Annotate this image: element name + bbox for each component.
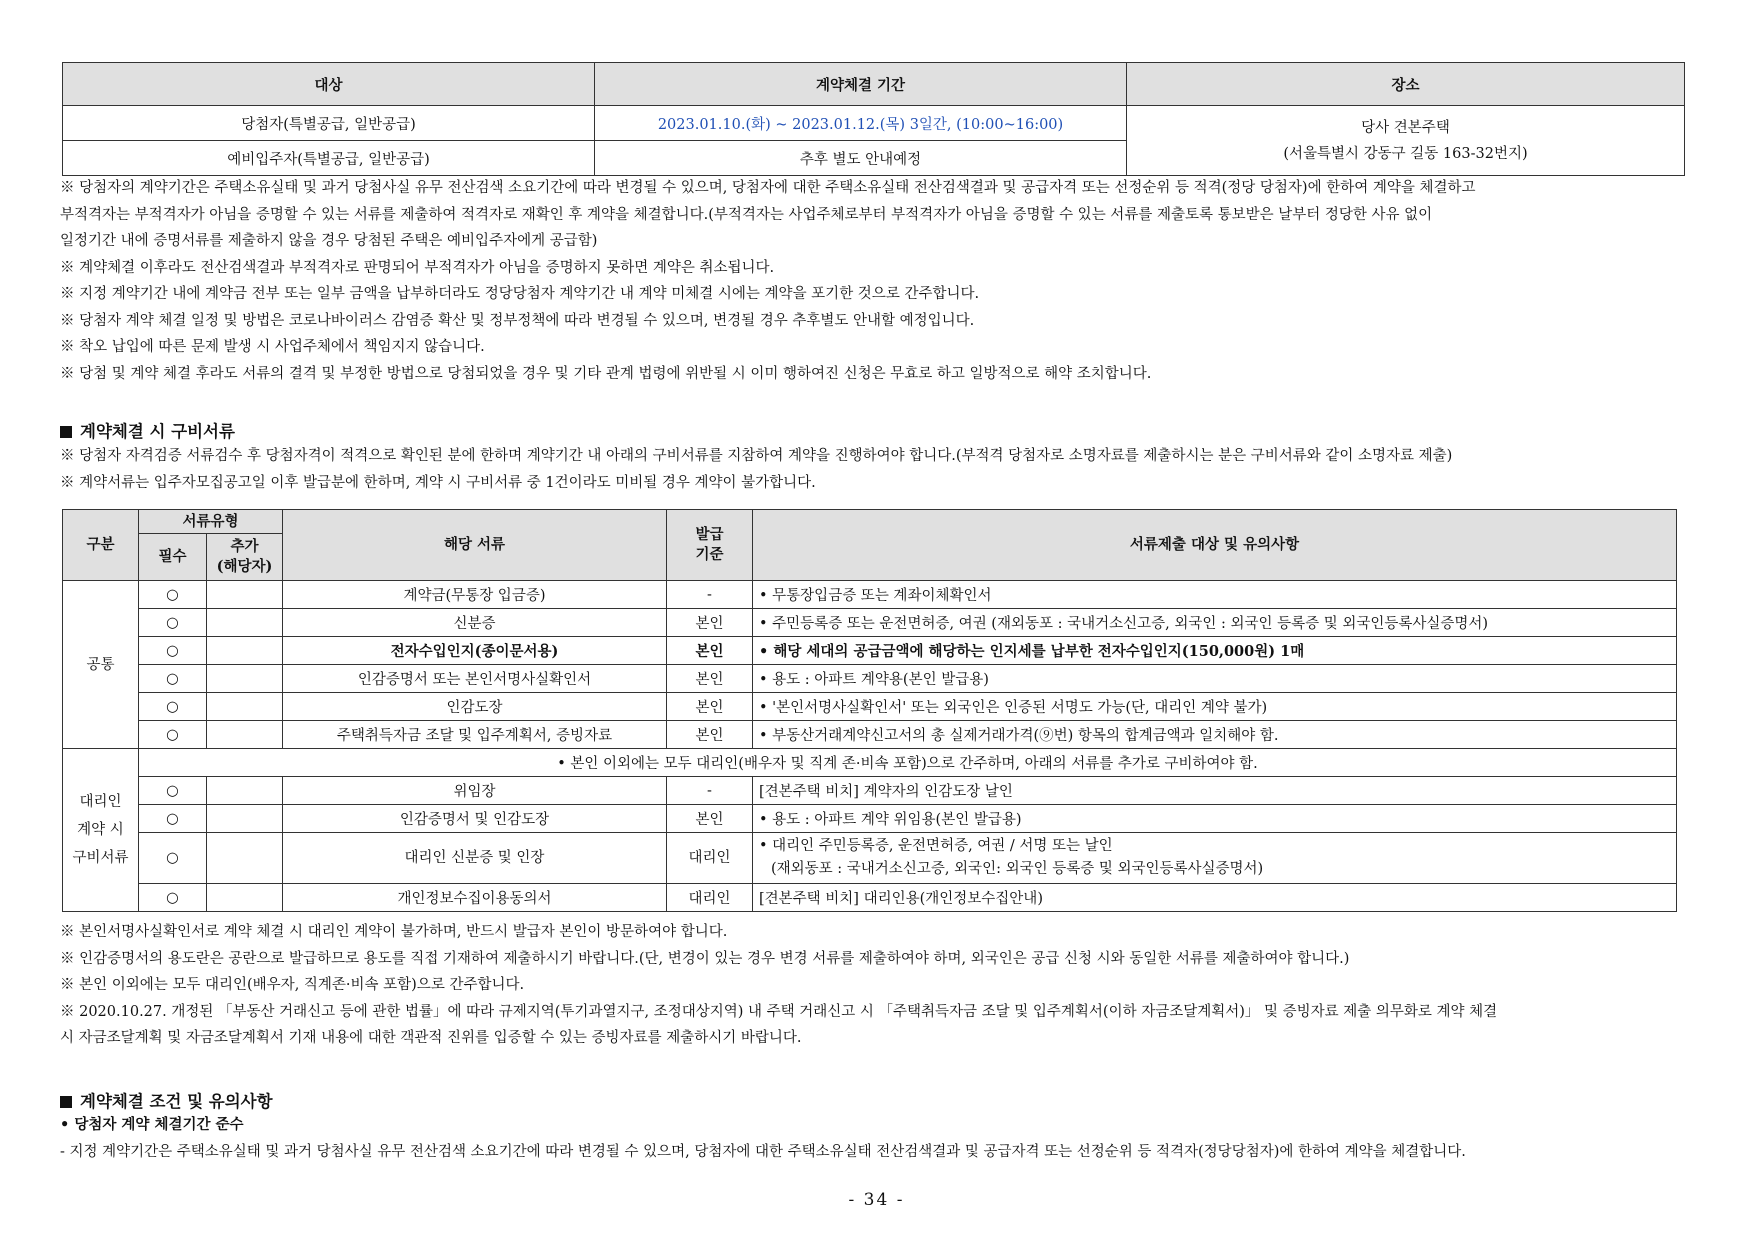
required-mark: ○ — [139, 777, 207, 805]
required-mark: ○ — [139, 665, 207, 693]
table-row — [63, 665, 1677, 693]
header-doc-type: 서류유형 — [139, 510, 283, 534]
required-mark: ○ — [139, 693, 207, 721]
required-mark: ○ — [139, 637, 207, 665]
note-line: ※ 2020.10.27. 개정된 「부동산 거래신고 등에 관한 법률」에 따라 규제지역(투기과열지구, 조정대상지역) 내 주택 거래신고 시 「주택취득자금 조달 및 입주계획서(이하 자금조달계획서)」 및 증빙자료 제출 의무화로 계약 체결 — [60, 1003, 1498, 1020]
table-row — [63, 833, 1677, 884]
document-note: • 해당 세대의 공급금액에 해당하는 인지세를 납부한 전자수입인지(150,000원) 1매 — [753, 637, 1677, 665]
document-note: • 용도 : 아파트 계약 위임용(본인 발급용) — [753, 805, 1677, 833]
row-target: 당첨자(특별공급, 일반공급) — [63, 106, 595, 141]
document-note: • 무통장입금증 또는 계좌이체확인서 — [753, 581, 1677, 609]
required-documents-table — [62, 509, 1677, 912]
note-line: ※ 지정 계약기간 내에 계약금 전부 또는 일부 금액을 납부하더라도 정당당첨자 계약기간 내 계약 미체결 시에는 계약을 포기한 것으로 간주합니다. — [60, 286, 980, 302]
section1-notes — [60, 443, 1700, 496]
table-row — [63, 609, 1677, 637]
note-line: 부적격자는 부적격자가 아님을 증명할 수 있는 서류를 제출하여 적격자로 재확인 후 계약을 체결합니다.(부적격자는 사업주체로부터 부적격자가 아님을 증명할 수 있는 서류를 제출토록 통보받은 날부터 정당한 사유 없이 — [60, 206, 1433, 223]
note-line: ※ 당첨자 자격검증 서류검수 후 당첨자격이 적격으로 확인된 분에 한하며 계약기간 내 아래의 구비서류를 지참하여 계약을 진행하여야 합니다.(부적격 당첨자로 소명자료를 제출하시는 분은 구비서류와 같이 소명자료 제출) — [60, 448, 1453, 464]
required-mark: ○ — [139, 609, 207, 637]
note-line: ※ 당첨 및 계약 체결 후라도 서류의 결격 및 부정한 방법으로 당첨되었을 경우 및 기타 관계 법령에 위반될 시 이미 행하여진 신청은 무효로 하고 일방적으로 해약 조치합니다. — [60, 365, 1152, 382]
additional-mark — [207, 833, 283, 884]
category-proxy-line3: 구비서류 — [72, 850, 129, 866]
section2-body — [60, 1112, 1700, 1165]
header-category: 구분 — [63, 510, 139, 581]
note-line: ※ 계약체결 이후라도 전산검색결과 부적격자로 판명되어 부적격자가 아님을 증명하지 못하면 계약은 취소됩니다. — [60, 259, 775, 276]
header-additional-line1: 추가 — [230, 538, 259, 555]
note-line: - 지정 계약기간은 주택소유실태 및 과거 당첨사실 유무 전산검색 소요기간에 따라 변경될 수 있으며, 당첨자에 대한 주택소유실태 전산검색결과 및 공급자격 또는 선정순위 등 적격자(정당당첨자)에 한하여 계약을 체결합니다. — [60, 1143, 1466, 1160]
document-name: 인감도장 — [283, 693, 667, 721]
section-title: 계약체결 시 구비서류 — [80, 422, 235, 441]
header-issue-basis-line2: 기준 — [695, 546, 724, 563]
note-line: ※ 계약서류는 입주자모집공고일 이후 발급분에 한하며, 계약 시 구비서류 중 1건이라도 미비될 경우 계약이 불가합니다. — [60, 474, 816, 491]
page-number: - 34 - — [848, 1190, 905, 1210]
additional-mark — [207, 805, 283, 833]
note-line: ※ 본인 이외에는 모두 대리인(배우자, 직계존·비속 포함)으로 간주합니다. — [60, 977, 525, 993]
square-bullet-icon — [60, 1096, 72, 1108]
required-mark: ○ — [139, 581, 207, 609]
section2-subheading: • 당첨자 계약 체결기간 준수 — [60, 1116, 244, 1133]
header-target: 대상 — [63, 63, 595, 106]
proxy-banner: • 본인 이외에는 모두 대리인(배우자 및 직계 존·비속 포함)으로 간주하며, 아래의 서류를 추가로 구비하여야 함. — [139, 749, 1677, 777]
header-notes: 서류제출 대상 및 유의사항 — [753, 510, 1677, 581]
table-row — [63, 721, 1677, 749]
document-name: 신분증 — [283, 609, 667, 637]
table-header-row — [63, 510, 1677, 534]
issue-basis: 대리인 — [667, 833, 753, 884]
document-note: [견본주택 비치] 대리인용(개인정보수집안내) — [753, 884, 1677, 912]
document-name: 위임장 — [283, 777, 667, 805]
table-row — [63, 106, 1685, 141]
section-heading — [60, 1088, 273, 1112]
additional-mark — [207, 777, 283, 805]
category-proxy-line2: 계약 시 — [77, 822, 124, 838]
document-note: • 부동산거래계약신고서의 총 실제거래가격(⑨번) 항목의 합계금액과 일치해야 함. — [753, 721, 1677, 749]
header-period: 계약체결 기간 — [595, 63, 1127, 106]
document-note-line2: (재외동포 : 국내거소신고증, 외국인: 외국인 등록증 및 외국인등록사실증명서) — [771, 861, 1264, 877]
document-name: 대리인 신분증 및 인장 — [283, 833, 667, 884]
note-line: 일정기간 내에 증명서류를 제출하지 않을 경우 당첨된 주택은 예비입주자에게 공급함) — [60, 233, 598, 249]
table-row — [63, 637, 1677, 665]
header-additional — [207, 534, 283, 581]
document-note-line1: • 대리인 주민등록증, 운전면허증, 여권 / 서명 또는 날인 — [759, 838, 1113, 854]
contract-schedule-table — [62, 62, 1685, 176]
issue-basis: 본인 — [667, 637, 753, 665]
document-name: 개인정보수집이용동의서 — [283, 884, 667, 912]
square-bullet-icon — [60, 426, 72, 438]
note-line: ※ 인감증명서의 용도란은 공란으로 발급하므로 용도를 직접 기재하여 제출하시기 바랍니다.(단, 변경이 있는 경우 변경 서류를 제출하여야 하며, 외국인은 공급 신청 시와 동일한 서류를 제출하여야 합니다.) — [60, 950, 1350, 967]
place-cell — [1127, 106, 1685, 176]
header-place: 장소 — [1127, 63, 1685, 106]
document-note: • '본인서명사실확인서' 또는 외국인은 인증된 서명도 가능(단, 대리인 계약 불가) — [753, 693, 1677, 721]
table-row — [63, 693, 1677, 721]
row-target: 예비입주자(특별공급, 일반공급) — [63, 141, 595, 176]
place-name: 당사 견본주택 — [1361, 119, 1450, 136]
note-line: ※ 당첨자의 계약기간은 주택소유실태 및 과거 당첨사실 유무 전산검색 소요기간에 따라 변경될 수 있으며, 당첨자에 대한 주택소유실태 전산검색결과 및 공급자격 또는 선정순위 등 적격(정당 당첨자)에 한하여 계약을 체결하고 — [60, 180, 1476, 196]
header-issue-basis-line1: 발급 — [695, 526, 724, 543]
document-name: 인감증명서 및 인감도장 — [283, 805, 667, 833]
table-header-row — [63, 63, 1685, 106]
header-issue-basis — [667, 510, 753, 581]
note-line: ※ 착오 납입에 따른 문제 발생 시 사업주체에서 책임지지 않습니다. — [60, 339, 485, 355]
note-line: 시 자금조달계획 및 자금조달계획서 기재 내용에 대한 객관적 진위를 입증할 수 있는 증빙자료를 제출하시기 바랍니다. — [60, 1030, 802, 1046]
additional-mark — [207, 581, 283, 609]
document-note: • 용도 : 아파트 계약용(본인 발급용) — [753, 665, 1677, 693]
section-title: 계약체결 조건 및 유의사항 — [80, 1092, 273, 1111]
required-mark: ○ — [139, 884, 207, 912]
additional-mark — [207, 637, 283, 665]
place-address: (서울특별시 강동구 길동 163-32번지) — [1283, 145, 1528, 162]
issue-basis: 본인 — [667, 721, 753, 749]
table-row — [63, 884, 1677, 912]
section-heading — [60, 418, 235, 442]
document-name: 인감증명서 또는 본인서명사실확인서 — [283, 665, 667, 693]
table-row — [63, 777, 1677, 805]
issue-basis: 대리인 — [667, 884, 753, 912]
table-row — [63, 749, 1677, 777]
table-row — [63, 805, 1677, 833]
additional-mark — [207, 693, 283, 721]
issue-basis: 본인 — [667, 665, 753, 693]
additional-mark — [207, 665, 283, 693]
table-row — [63, 581, 1677, 609]
row-period: 추후 별도 안내예정 — [595, 141, 1127, 176]
additional-mark — [207, 721, 283, 749]
document-name: 주택취득자금 조달 및 입주계획서, 증빙자료 — [283, 721, 667, 749]
document-note — [753, 833, 1677, 884]
additional-mark — [207, 884, 283, 912]
note-line: ※ 당첨자 계약 체결 일정 및 방법은 코로나바이러스 감염증 확산 및 정부정책에 따라 변경될 수 있으며, 변경될 경우 추후별도 안내할 예정입니다. — [60, 312, 975, 329]
header-additional-line2: (해당자) — [216, 558, 273, 575]
document-note: [견본주택 비치] 계약자의 인감도장 날인 — [753, 777, 1677, 805]
document-name: 계약금(무통장 입금증) — [283, 581, 667, 609]
header-document: 해당 서류 — [283, 510, 667, 581]
issue-basis: - — [667, 581, 753, 609]
required-mark: ○ — [139, 721, 207, 749]
category-common: 공통 — [63, 581, 139, 749]
required-mark: ○ — [139, 833, 207, 884]
notes-top — [60, 175, 1700, 387]
additional-mark — [207, 609, 283, 637]
document-note: • 주민등록증 또는 운전면허증, 여권 (재외동포 : 국내거소신고증, 외국인 : 외국인 등록증 및 외국인등록사실증명서) — [753, 609, 1677, 637]
category-proxy-line1: 대리인 — [79, 794, 122, 810]
header-required: 필수 — [139, 534, 207, 581]
category-proxy — [63, 749, 139, 912]
notes-after-table — [60, 919, 1700, 1052]
document-name: 전자수입인지(종이문서용) — [283, 637, 667, 665]
issue-basis: 본인 — [667, 609, 753, 637]
issue-basis: 본인 — [667, 805, 753, 833]
required-mark: ○ — [139, 805, 207, 833]
note-line: ※ 본인서명사실확인서로 계약 체결 시 대리인 계약이 불가하며, 반드시 발급자 본인이 방문하여야 합니다. — [60, 924, 728, 940]
issue-basis: 본인 — [667, 693, 753, 721]
issue-basis: - — [667, 777, 753, 805]
row-period: 2023.01.10.(화) ~ 2023.01.12.(목) 3일간, (10:00~16:00) — [595, 106, 1127, 141]
